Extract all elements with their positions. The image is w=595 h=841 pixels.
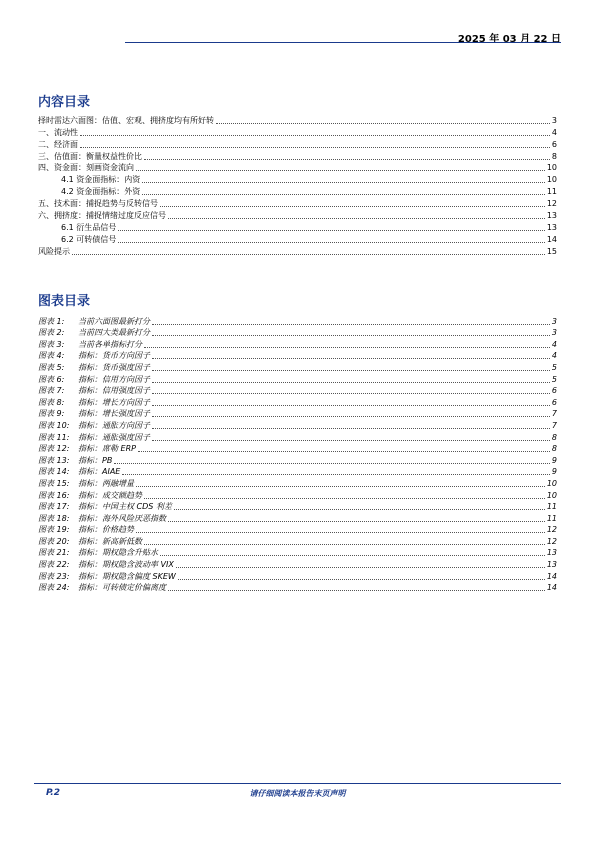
figure-entry-label: 指标：增长方向因子	[78, 397, 150, 407]
figure-entry-label: 指标：信用方向因子	[78, 374, 150, 384]
figure-entry-label: 指标：可转债定价偏离度	[78, 583, 166, 593]
figure-entry-label: 指标：价格趋势	[78, 525, 134, 535]
leader-dots	[118, 241, 545, 243]
figure-entry-page: 12	[546, 536, 557, 546]
figure-entry-text	[38, 514, 166, 524]
figure-entry-page: 7	[551, 420, 557, 430]
figure-entry-text	[38, 548, 158, 558]
toc-entry-label: 六、拥挤度：捕捉情绪过度反应信号	[38, 211, 166, 221]
figure-entry[interactable]	[38, 419, 557, 431]
figure-entry-label: 指标：通胀方向因子	[78, 420, 150, 430]
figure-entry-text	[38, 375, 150, 385]
figure-entry-label: 指标：PB	[78, 455, 113, 465]
figure-entry-number: 图表 7:	[38, 386, 65, 396]
toc-entry-page: 13	[546, 222, 557, 232]
figure-entry-page: 13	[546, 560, 557, 570]
figure-entry-number: 图表 17:	[38, 502, 70, 512]
figure-entry[interactable]	[38, 454, 557, 466]
toc-entry-label: 4.1 资金面指标：内资	[61, 175, 141, 185]
toc-entry[interactable]	[38, 209, 557, 221]
figure-entry-number: 图表 24:	[38, 583, 70, 593]
toc-entry[interactable]	[38, 162, 557, 174]
figure-entry-text	[38, 386, 150, 396]
leader-dots	[144, 346, 550, 348]
toc-entry-label: 二、经济面	[38, 139, 78, 149]
figure-entry-page: 8	[551, 444, 557, 454]
figure-entry[interactable]	[38, 431, 557, 443]
figure-entry-number: 图表 9:	[38, 409, 65, 419]
leader-dots	[152, 334, 550, 336]
toc-entry-label: 五、技术面：捕捉趋势与反转信号	[38, 199, 158, 209]
figure-entry-number: 图表 3:	[38, 339, 65, 349]
figure-entry-text	[38, 433, 150, 443]
figure-entry-page: 6	[551, 397, 557, 407]
toc-entry-label: 四、资金面：刻画资金流向	[38, 163, 134, 173]
figure-entry-text	[38, 328, 150, 338]
figure-entry-label: 指标：通胀强度因子	[78, 432, 150, 442]
figure-entry-number: 图表 16:	[38, 490, 70, 500]
leader-dots	[144, 543, 545, 545]
leader-dots	[160, 205, 545, 207]
figure-entry-page: 6	[551, 386, 557, 396]
figure-entry-page: 5	[551, 362, 557, 372]
figure-entry-text	[38, 467, 120, 477]
leader-dots	[114, 462, 550, 464]
figure-entry-page: 7	[551, 409, 557, 419]
figure-entry-page: 4	[551, 339, 557, 349]
figure-entry-number: 图表 14:	[38, 467, 70, 477]
figure-entry-number: 图表 19:	[38, 525, 70, 535]
toc-entry-label: 6.1 衍生品信号	[61, 222, 117, 232]
figure-entry-number: 图表 11:	[38, 432, 70, 442]
leader-dots	[174, 508, 545, 510]
figure-entry[interactable]	[38, 338, 557, 350]
figure-entry-text	[38, 560, 174, 570]
figure-entry-label: 指标：增长强度因子	[78, 409, 150, 419]
figure-entry-page: 11	[546, 513, 557, 523]
figure-entry-label: 当前各单指标打分	[78, 339, 142, 349]
figure-entry-page: 5	[551, 374, 557, 384]
leader-dots	[152, 357, 550, 359]
figure-entry-page: 8	[551, 432, 557, 442]
figure-entry-text	[38, 421, 150, 431]
figure-entry-page: 9	[551, 455, 557, 465]
figure-entry-text	[38, 351, 150, 361]
figure-entry-text	[38, 537, 142, 547]
leader-dots	[168, 589, 545, 591]
leader-dots	[136, 169, 545, 171]
figure-entry-label: 指标：新高新低数	[78, 536, 142, 546]
leader-dots	[80, 134, 550, 136]
figure-entry-page: 11	[546, 502, 557, 512]
figure-entry-number: 图表 2:	[38, 328, 65, 338]
toc-entry-page: 6	[551, 139, 557, 149]
figure-entry[interactable]	[38, 501, 557, 513]
figures-list	[38, 315, 557, 593]
figure-entry-text	[38, 502, 172, 512]
toc-entry-page: 11	[546, 187, 557, 197]
toc-entry[interactable]	[38, 185, 557, 197]
leader-dots	[178, 578, 545, 580]
figure-entry-number: 图表 4:	[38, 351, 65, 361]
figure-entry-text	[38, 479, 134, 489]
leader-dots	[152, 392, 550, 394]
toc-entry-page: 12	[546, 199, 557, 209]
figure-entry-text	[38, 583, 166, 593]
toc-entry-page: 13	[546, 211, 557, 221]
toc-entry[interactable]	[38, 173, 557, 185]
toc-list	[38, 114, 557, 257]
figure-entry-number: 图表 21:	[38, 548, 70, 558]
leader-dots	[142, 193, 545, 195]
leader-dots	[152, 415, 550, 417]
toc-entry[interactable]	[38, 233, 557, 245]
leader-dots	[122, 473, 550, 475]
leader-dots	[168, 217, 545, 219]
toc-entry[interactable]	[38, 138, 557, 150]
leader-dots	[160, 554, 545, 556]
figure-entry[interactable]	[38, 408, 557, 420]
figure-entry-page: 14	[546, 583, 557, 593]
figure-entry-page: 14	[546, 571, 557, 581]
toc-entry[interactable]	[38, 114, 557, 126]
toc-entry-page: 10	[546, 175, 557, 185]
figure-entry-text	[38, 317, 150, 327]
figure-entry-label: 指标：席勒 ERP	[78, 444, 136, 454]
figure-entry-number: 图表 12:	[38, 444, 70, 454]
toc-entry[interactable]	[38, 126, 557, 138]
figure-entry-page: 10	[546, 490, 557, 500]
toc-title: 内容目录	[38, 95, 91, 110]
figure-entry-number: 图表 18:	[38, 513, 70, 523]
leader-dots	[168, 520, 545, 522]
figure-entry[interactable]	[38, 327, 557, 339]
report-date: 2025 年 03 月 22 日	[457, 34, 561, 45]
toc-entry-label: 一、流动性	[38, 127, 78, 137]
leader-dots	[138, 450, 550, 452]
figure-entry-page: 12	[546, 525, 557, 535]
figure-entry-text	[38, 398, 150, 408]
leader-dots	[176, 566, 545, 568]
figure-entry-number: 图表 20:	[38, 536, 70, 546]
figure-entry-label: 指标：海外风险厌恶指数	[78, 513, 166, 523]
leader-dots	[142, 181, 545, 183]
figure-entry-label: 指标：信用强度因子	[78, 386, 150, 396]
toc-entry-label: 4.2 资金面指标：外资	[61, 187, 141, 197]
page-number: P.2	[46, 788, 60, 798]
figure-entry-number: 图表 8:	[38, 397, 65, 407]
figure-entry[interactable]	[38, 489, 557, 501]
figures-title: 图表目录	[38, 294, 91, 309]
toc-entry[interactable]	[38, 197, 557, 209]
figure-entry-label: 当前四大类最新打分	[78, 328, 150, 338]
toc-entry[interactable]	[38, 150, 557, 162]
figure-entry-number: 图表 15:	[38, 478, 70, 488]
figure-entry[interactable]	[38, 570, 557, 582]
figure-entry-label: 指标：AIAE	[78, 467, 121, 477]
figure-entry-text	[38, 340, 142, 350]
figure-entry-text	[38, 409, 150, 419]
figure-entry[interactable]	[38, 443, 557, 455]
figure-entry-number: 图表 6:	[38, 374, 65, 384]
figure-entry[interactable]	[38, 315, 557, 327]
leader-dots	[80, 146, 550, 148]
toc-entry-page: 15	[546, 246, 557, 256]
toc-entry-label: 风险提示	[38, 246, 70, 256]
toc-entry[interactable]	[38, 221, 557, 233]
figure-entry[interactable]	[38, 396, 557, 408]
figure-entry-text	[38, 525, 134, 535]
leader-dots	[152, 427, 550, 429]
figure-entry-page: 4	[551, 351, 557, 361]
toc-entry-label: 6.2 可转债信号	[61, 234, 117, 244]
figure-entry-number: 图表 13:	[38, 455, 70, 465]
figure-entry-text	[38, 456, 112, 466]
figure-entry-label: 指标：成交额趋势	[78, 490, 142, 500]
figure-entry-text	[38, 444, 136, 454]
leader-dots	[144, 158, 550, 160]
figure-entry-label: 指标：期权隐含升贴水	[78, 548, 158, 558]
figure-entry[interactable]	[38, 535, 557, 547]
figure-entry[interactable]	[38, 385, 557, 397]
figure-entry-page: 13	[546, 548, 557, 558]
leader-dots	[144, 497, 545, 499]
leader-dots	[136, 485, 545, 487]
figure-entry-label: 指标：期权隐含波动率 VIX	[78, 560, 174, 570]
figure-entry-text	[38, 491, 142, 501]
figure-entry[interactable]	[38, 524, 557, 536]
footer-divider	[34, 783, 561, 784]
figure-entry[interactable]	[38, 373, 557, 385]
figure-entry-label: 指标：两融增量	[78, 478, 134, 488]
leader-dots	[152, 323, 550, 325]
leader-dots	[136, 531, 545, 533]
toc-entry-label: 择时雷达六面图：估值、宏观、拥挤度均有所好转	[38, 115, 214, 125]
figure-entry-label: 指标：货币强度因子	[78, 362, 150, 372]
figure-entry-page: 9	[551, 467, 557, 477]
figure-entry-page: 3	[551, 328, 557, 338]
leader-dots	[72, 253, 545, 255]
toc-entry-page: 14	[546, 234, 557, 244]
leader-dots	[152, 381, 550, 383]
toc-entry-page: 4	[551, 127, 557, 137]
figure-entry-number: 图表 1:	[38, 316, 65, 326]
figure-entry-page: 10	[546, 478, 557, 488]
header-divider	[125, 42, 561, 43]
figure-entry[interactable]	[38, 361, 557, 373]
figure-entry[interactable]	[38, 466, 557, 478]
figure-entry-number: 图表 5:	[38, 362, 65, 372]
figure-entry-label: 指标：期权隐含偏度 SKEW	[78, 571, 176, 581]
figure-entry[interactable]	[38, 582, 557, 594]
figure-entry[interactable]	[38, 477, 557, 489]
figure-entry-label: 当前六面图最新打分	[78, 316, 150, 326]
figure-entry-number: 图表 23:	[38, 571, 70, 581]
leader-dots	[118, 229, 545, 231]
leader-dots	[152, 439, 550, 441]
figure-entry-page: 3	[551, 316, 557, 326]
toc-entry-page: 10	[546, 163, 557, 173]
toc-entry-label: 三、估值面：衡量权益性价比	[38, 151, 142, 161]
figure-entry-number: 图表 22:	[38, 560, 70, 570]
figure-entry-label: 指标：货币方向因子	[78, 351, 150, 361]
toc-entry[interactable]	[38, 245, 557, 257]
figure-entry-text	[38, 363, 150, 373]
leader-dots	[152, 369, 550, 371]
figure-entry[interactable]	[38, 558, 557, 570]
toc-entry-page: 3	[551, 115, 557, 125]
disclaimer-note: 请仔细阅读本报告末页声明	[249, 789, 346, 798]
figure-entry[interactable]	[38, 350, 557, 362]
toc-entry-page: 8	[551, 151, 557, 161]
figure-entry[interactable]	[38, 512, 557, 524]
figure-entry-text	[38, 572, 176, 582]
leader-dots	[152, 404, 550, 406]
figure-entry-number: 图表 10:	[38, 420, 70, 430]
leader-dots	[216, 122, 550, 124]
figure-entry-label: 指标：中国主权 CDS 利差	[78, 502, 172, 512]
figure-entry[interactable]	[38, 547, 557, 559]
